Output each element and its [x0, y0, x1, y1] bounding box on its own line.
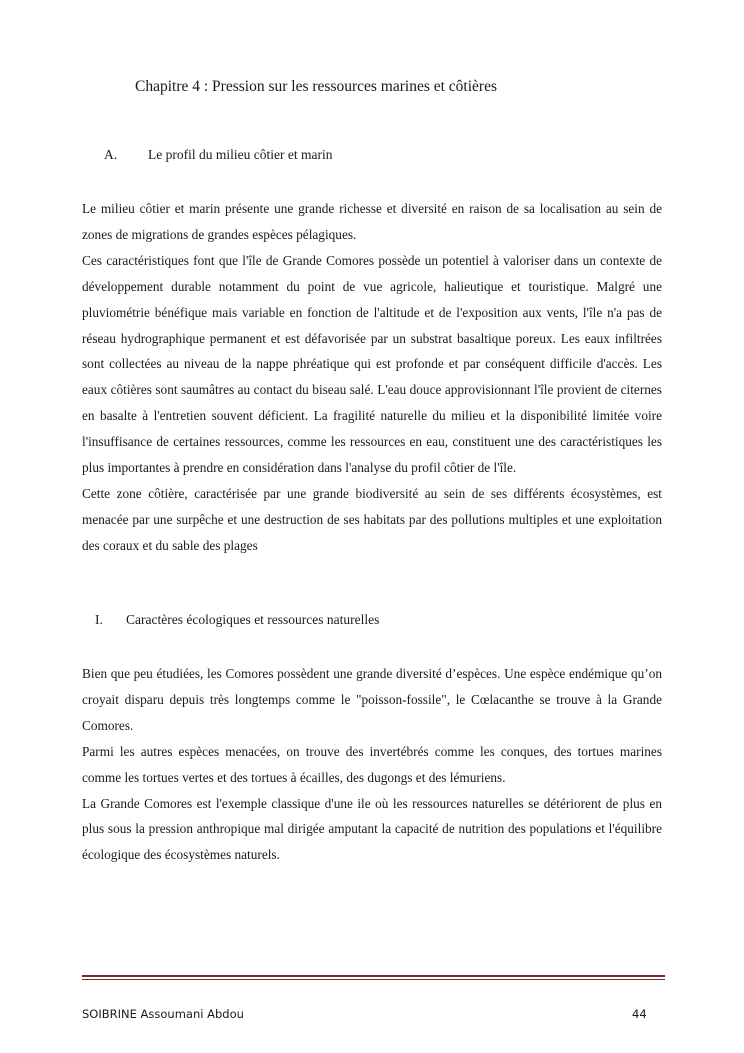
- section-i-heading: [95, 612, 379, 628]
- paragraph: Le milieu côtier et marin présente une grande richesse et diversité en raison de sa localisation au sein de zones de migrations de grandes espèces pélagiques.: [82, 201, 662, 242]
- section-a-title: Le profil du milieu côtier et marin: [148, 147, 333, 162]
- section-a-body: [82, 196, 662, 559]
- section-i-body: [82, 661, 662, 868]
- footer-author: SOIBRINE Assoumani Abdou: [82, 1007, 244, 1021]
- section-a-heading: [104, 147, 332, 163]
- paragraph: Bien que peu étudiées, les Comores possèdent une grande diversité d’espèces. Une espèce endémique qu’on croyait disparu depuis très longtemps comme le "poisson-fossile", le Cœlacanthe se trouve à la Grande Comores.: [82, 666, 662, 733]
- paragraph: Ces caractéristiques font que l'île de Grande Comores possède un potentiel à valoriser dans un contexte de développement durable notamment du point de vue agricole, halieutique et touristique. Malgré une pluviométrie bénéfique mais variable en fonction de l'altitude et de l'exposition aux vents, l'île n'a pas de réseau hydrographique permanent et est défavorisée par un substrat basaltique poreux. Les eaux infiltrées sont collectées au niveau de la nappe phréatique qui est profonde et par conséquent difficile d'accès. Les eaux côtières sont saumâtres au contact du biseau salé. L'eau douce approvisionnant l'île provient de citernes en basalte à l'entretien souvent déficient. La fragilité naturelle du milieu et la disponibilité limitée voire l'insuffisance de certaines ressources, comme les ressources en eau, constituent une des caractéristiques les plus importantes à prendre en considération dans l'analyse du profil côtier de l'île.: [82, 252, 662, 476]
- paragraph: Parmi les autres espèces menacées, on trouve des invertébrés comme les conques, des tortues marines comme les tortues vertes et des tortues à écailles, des dugongs et des lémuriens.: [82, 743, 662, 785]
- section-a-number: A.: [104, 147, 118, 162]
- section-i-number: I.: [95, 612, 103, 627]
- page-number: 44: [632, 1007, 647, 1021]
- paragraph: La Grande Comores est l'exemple classique d'une ile où les ressources naturelles se détériorent de plus en plus sous la pression anthropique mal dirigée amputant la capacité de nutrition des populations et l'équilibre écologique des écosystèmes naturels.: [82, 795, 662, 863]
- footer-rule: [82, 975, 665, 980]
- section-i-title: Caractères écologiques et ressources naturelles: [126, 612, 380, 627]
- chapter-title: Chapitre 4 : Pression sur les ressources marines et côtières: [135, 78, 498, 95]
- paragraph: Cette zone côtière, caractérisée par une grande biodiversité au sein de ses différents écosystèmes, est menacée par une surpêche et une destruction de ses habitats par des pollutions multiples et une exploitation des coraux et du sable des plages: [82, 485, 662, 553]
